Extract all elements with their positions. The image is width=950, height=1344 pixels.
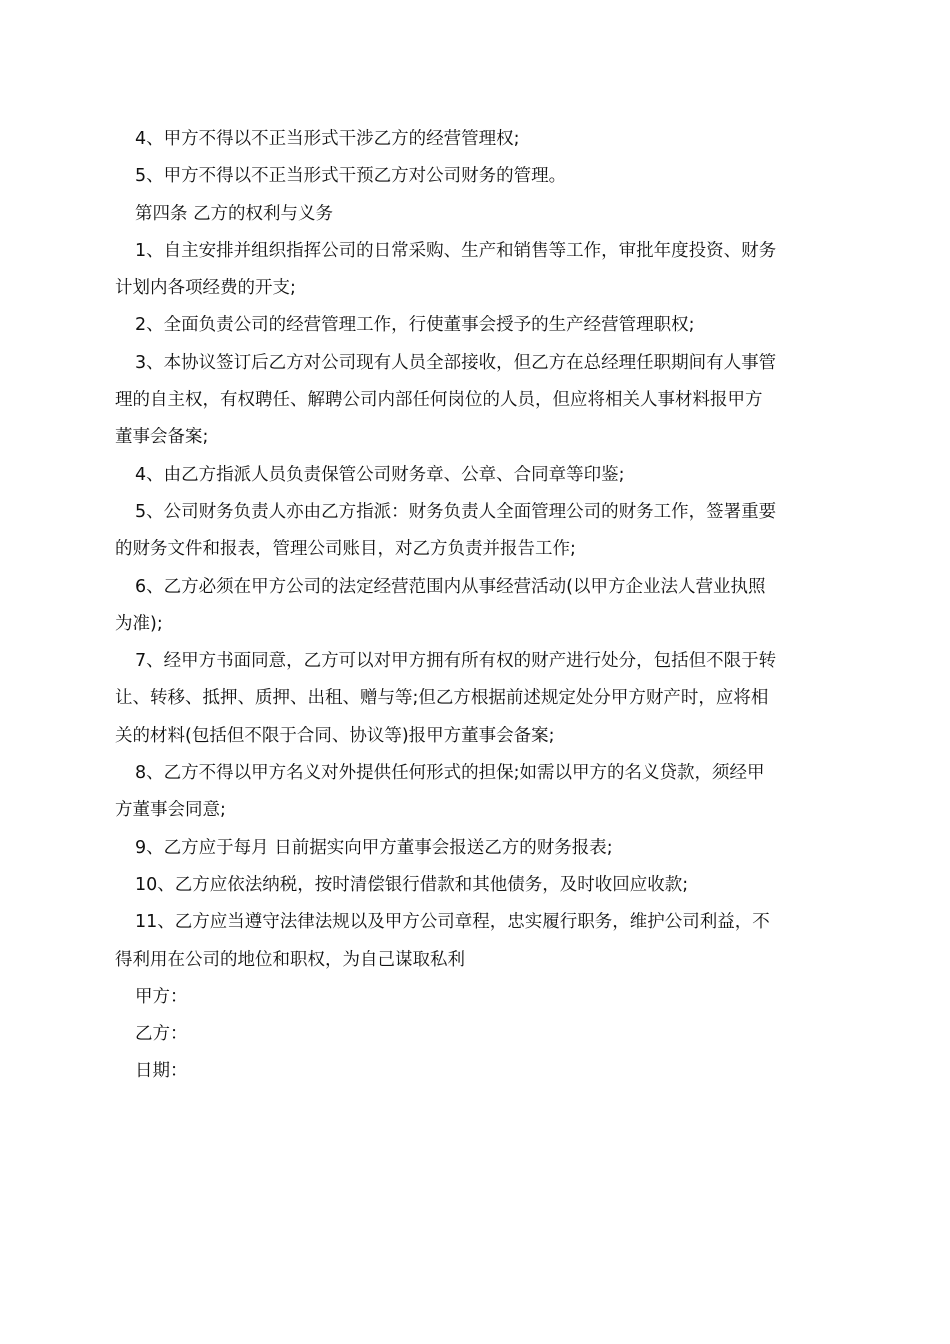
clause-line: 为准); bbox=[115, 613, 163, 634]
clause-line: 得利用在公司的地位和职权，为自己谋取私利 bbox=[115, 949, 465, 970]
clause-line: 5、公司财务负责人亦由乙方指派：财务负责人全面管理公司的财务工作，签署重要 bbox=[135, 501, 777, 522]
clause-line: 的财务文件和报表，管理公司账目，对乙方负责并报告工作; bbox=[115, 539, 576, 560]
clause-line: 让、转移、抵押、质押、出租、赠与等;但乙方根据前述规定处分甲方财产时，应将相 bbox=[115, 688, 769, 709]
party-b-signature-label: 乙方： bbox=[135, 1024, 188, 1045]
clause-line: 8、乙方不得以甲方名义对外提供任何形式的担保;如需以甲方的名义贷款，须经甲 bbox=[135, 763, 765, 784]
clause-line: 理的自主权，有权聘任、解聘公司内部任何岗位的人员，但应将相关人事材料报甲方 bbox=[115, 390, 763, 411]
clause-line: 5、甲方不得以不正当形式干预乙方对公司财务的管理。 bbox=[135, 166, 567, 187]
clause-line: 1、自主安排并组织指挥公司的日常采购、生产和销售等工作，审批年度投资、财务 bbox=[135, 240, 777, 261]
clause-line: 4、甲方不得以不正当形式干涉乙方的经营管理权; bbox=[135, 129, 520, 149]
date-label: 日期： bbox=[135, 1061, 188, 1082]
clause-line: 计划内各项经费的开支; bbox=[115, 278, 296, 299]
clause-line: 4、由乙方指派人员负责保管公司财务章、公章、合同章等印鉴; bbox=[135, 464, 625, 485]
document-body bbox=[115, 121, 837, 1091]
clause-line: 7、经甲方书面同意，乙方可以对甲方拥有所有权的财产进行处分，包括但不限于转 bbox=[135, 651, 777, 672]
section-heading: 第四条 乙方的权利与义务 bbox=[135, 203, 334, 224]
clause-line: 2、全面负责公司的经营管理工作，行使董事会授予的生产经营管理职权; bbox=[135, 315, 695, 336]
clause-line: 3、本协议签订后乙方对公司现有人员全部接收，但乙方在总经理任职期间有人事管 bbox=[135, 352, 777, 373]
clause-line: 方董事会同意; bbox=[115, 800, 226, 821]
party-a-signature-label: 甲方： bbox=[135, 986, 188, 1007]
clause-line: 6、乙方必须在甲方公司的法定经营范围内从事经营活动(以甲方企业法人营业执照 bbox=[135, 576, 766, 597]
clause-line: 10、乙方应依法纳税，按时清偿银行借款和其他债务，及时收回应收款; bbox=[135, 874, 689, 895]
clause-line: 9、乙方应于每月 日前据实向甲方董事会报送乙方的财务报表; bbox=[135, 837, 613, 858]
clause-line: 关的材料(包括但不限于合同、协议等)报甲方董事会备案; bbox=[115, 725, 555, 746]
clause-line: 董事会备案; bbox=[115, 427, 209, 448]
clause-line: 11、乙方应当遵守法律法规以及甲方公司章程，忠实履行职务，维护公司利益，不 bbox=[135, 912, 770, 933]
